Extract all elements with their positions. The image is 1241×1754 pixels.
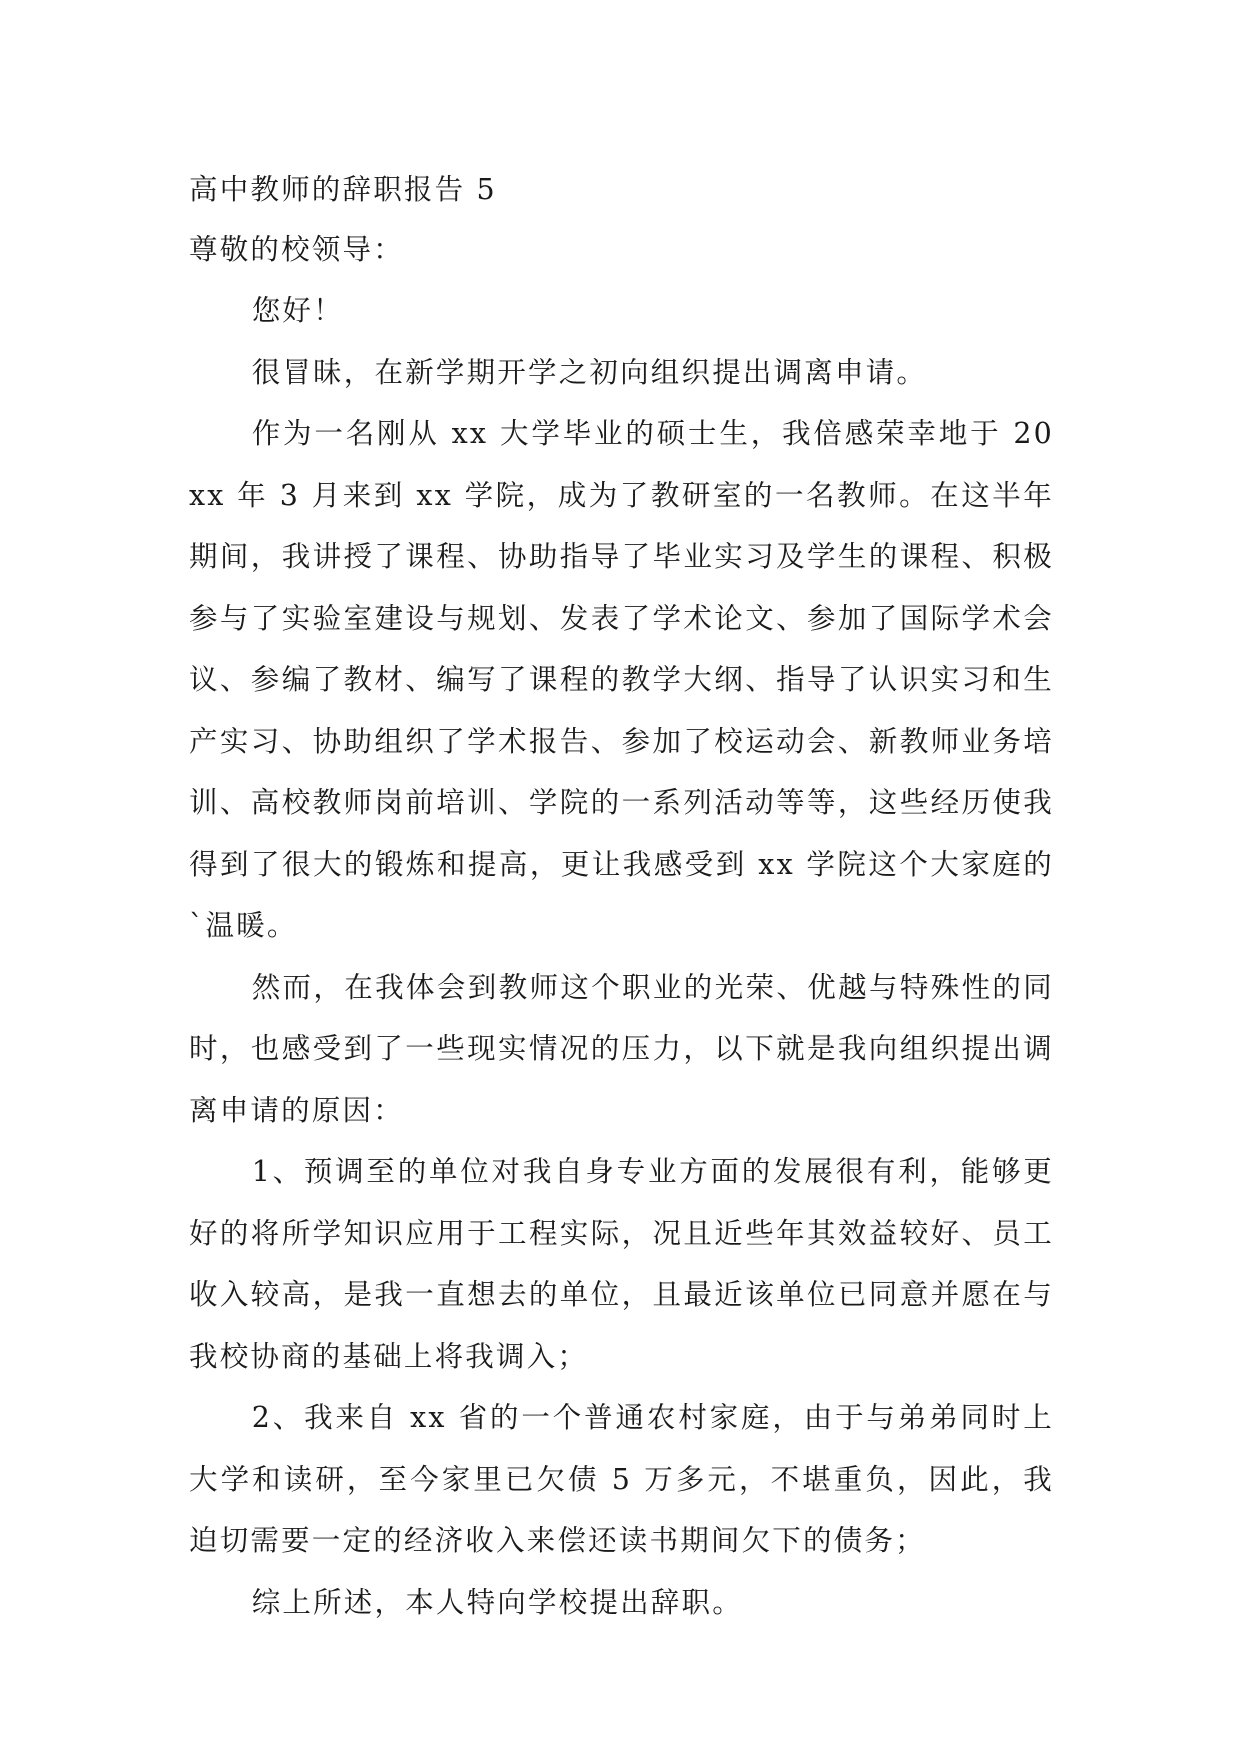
reason-2-paragraph: 2、我来自 xx 省的一个普通农村家庭，由于与弟弟同时上大学和读研，至今家里已欠债 5 万多元，不堪重负，因此，我迫切需要一定的经济收入来偿还读书期间欠下的债务； xyxy=(189,1401,1054,1557)
reason-1-paragraph: 1、预调至的单位对我自身专业方面的发展很有利，能够更好的将所学知识应用于工程实际，况且近些年其效益较好、员工收入较高，是我一直想去的单位，且最近该单位已同意并愿在与我校协商的基础上将我调入； xyxy=(189,1155,1054,1373)
salutation: 尊敬的校领导： xyxy=(189,233,404,266)
conclusion-paragraph: 综上所述，本人特向学校提出辞职。 xyxy=(251,1585,743,1619)
greeting-paragraph: 您好！ xyxy=(251,294,344,327)
reason-intro-paragraph: 然而，在我体会到教师这个职业的光荣、优越与特殊性的同时，也感受到了一些现实情况的压力，以下就是我向组织提出调离申请的原因： xyxy=(189,970,1054,1127)
document-title: 高中教师的辞职报告 5 xyxy=(189,173,497,206)
intro-paragraph: 很冒昧，在新学期开学之初向组织提出调离申请。 xyxy=(251,355,928,389)
document-body xyxy=(189,160,1054,1633)
experience-paragraph: 作为一名刚从 xx 大学毕业的硕士生，我倍感荣幸地于 20xx 年 3 月来到 xx 学院，成为了教研室的一名教师。在这半年期间，我讲授了课程、协助指导了毕业实习及学生的课程、积极参与了实验室建设与规划、发表了学术论文、参加了国际学术会议、参编了教材、编写了课程的教学大纲、指导了认识实习和生产实习、协助组织了学术报告、参加了校运动会、新教师业务培训、高校教师岗前培训、学院的一系列活动等等，这些经历使我得到了很大的锻炼和提高，更让我感受到 xx 学院这个大家庭的`温暖。 xyxy=(189,417,1054,942)
